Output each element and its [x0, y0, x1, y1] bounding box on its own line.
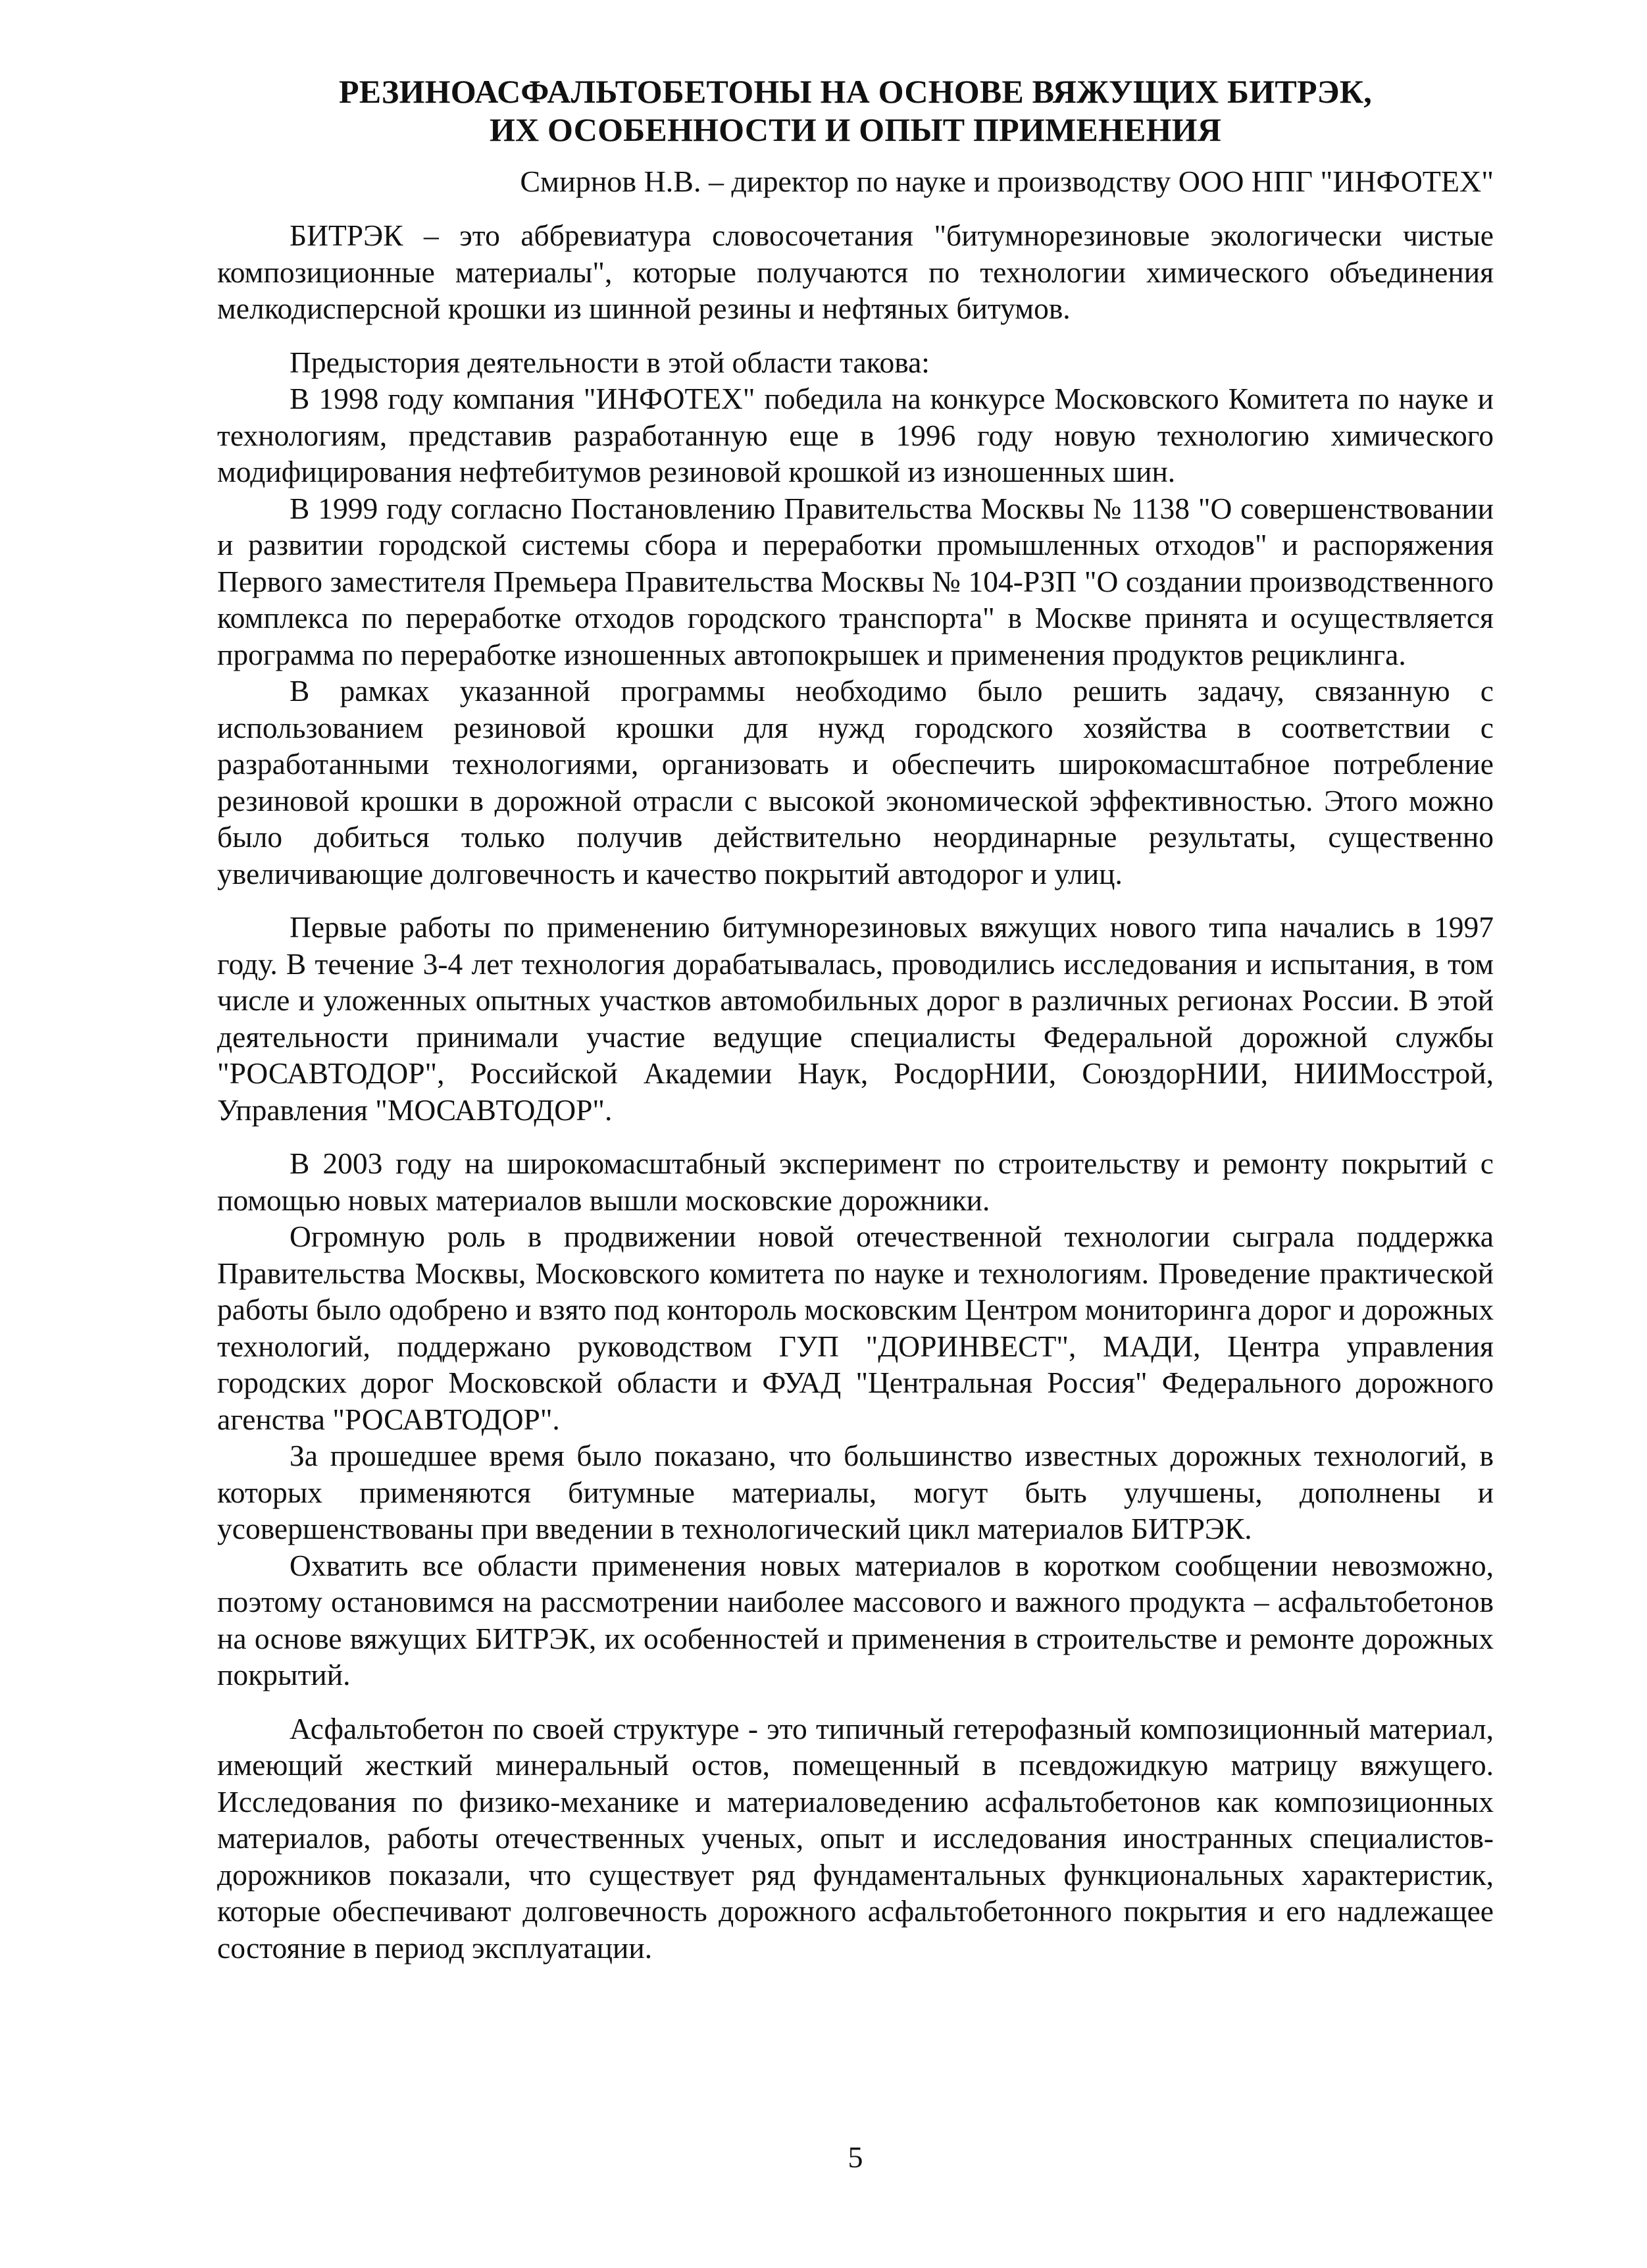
- paragraph-improvement-shown: За прошедшее время было показано, что большинство известных дорожных технологий, в которых применяются битумные материалы, могут быть улучшены, дополнены и усовершенствованы при введении в технологический цикл материалов БИТРЭК.: [217, 1439, 1494, 1545]
- paragraph-prehistory-intro: Предыстория деятельности в этой области такова:: [290, 345, 930, 379]
- paragraph-bitrek-definition: БИТРЭК – это аббревиатура словосочетания "битумнорезиновые экологически чистые композиционные материалы", которые получаются по технологии химического объединения мелкодисперсной крошки из шинной резины и нефтяных битумов.: [217, 219, 1494, 325]
- document-title: [217, 72, 1494, 149]
- paragraph-scope: Охватить все области применения новых материалов в коротком сообщении невозможно, поэтому остановимся на рассмотрении наиболее массового и важного продукта – асфальтобетонов на основе вяжущих БИТРЭК, их особенностей и применения в строительстве и ремонте дорожных покрытий.: [217, 1548, 1494, 1691]
- paragraph-2003-experiment: В 2003 году на широкомасштабный эксперимент по строительству и ремонту покрытий с помощью новых материалов вышли московские дорожники.: [217, 1147, 1494, 1217]
- page-number: 5: [848, 2140, 863, 2174]
- paragraph-program-task: В рамках указанной программы необходимо было решить задачу, связанную с использованием резиновой крошки для нужд городского хозяйства в соответствии с разработанными технологиями, организовать и обеспечить широкомасштабное потребление резиновой крошки в дорожной отрасли с высокой экономической эффективностью. Этого можно было добиться только получив действительно неординарные результаты, существенно увеличивающие долговечность и качество покрытий автодорог и улиц.: [217, 674, 1494, 890]
- author-line: Смирнов Н.В. – директор по науке и производству ООО НПГ "ИНФОТЕХ": [520, 165, 1494, 198]
- title-line-1: РЕЗИНОАСФАЛЬТОБЕТОНЫ НА ОСНОВЕ ВЯЖУЩИХ БИТРЭК,: [339, 73, 1372, 110]
- title-line-2: ИХ ОСОБЕННОСТИ И ОПЫТ ПРИМЕНЕНИЯ: [489, 111, 1222, 148]
- paragraph-first-works: Первые работы по применению битумнорезиновых вяжущих нового типа начались в 1997 году. В течение 3-4 лет технология дорабатывалась, проводились исследования и испытания, в том числе и уложенных опытных участков автомобильных дорог в различных регионах России. В этой деятельности принимали участие ведущие специалисты Федеральной дорожной службы "РОСАВТОДОР", Российской Академии Наук, РосдорНИИ, СоюздорНИИ, НИИМосстрой, Управления "МОСАВТОДОР".: [217, 910, 1494, 1127]
- paragraph-government-support: Огромную роль в продвижении новой отечественной технологии сыграла поддержка Правительства Москвы, Московского комитета по науке и технологиям. Проведение практической работы было одобрено и взято под контороль московским Центром мониторинга дорог и дорожных технологий, поддержано руководством ГУП "ДОРИНВЕСТ", МАДИ, Центра управления городских дорог Московской области и ФУАД "Центральная Россия" Федерального дорожного агенства "РОСАВТОДОР".: [217, 1220, 1494, 1436]
- document-page: [217, 72, 1494, 2218]
- paragraph-asphalt-structure: Асфальтобетон по своей структуре - это типичный гетерофазный композиционный материал, имеющий жесткий минеральный остов, помещенный в псевдожидкую матрицу вяжущего. Исследования по физико-механике и материаловедению асфальтобетонов как композиционных материалов, работы отечественных ученых, опыт и исследования иностранных специалистов-дорожников показали, что существует ряд фундаментальных функциональных характеристик, которые обеспечивают долговечность дорожного асфальтобетонного покрытия и его надлежащее состояние в период эксплуатации.: [217, 1711, 1494, 1965]
- paragraph-1999-program: В 1999 году согласно Постановлению Правительства Москвы № 1138 "О совершенствовании и развитии городской системы сбора и переработки промышленных отходов" и распоряжения Первого заместителя Премьера Правительства Москвы № 104-РЗП "О создании производственного комплекса по переработке отходов городского транспорта" в Москве принята и осуществляется программа по переработке изношенных автопокрышек и применения продуктов рециклинга.: [217, 491, 1494, 671]
- paragraph-1998-contest: В 1998 году компания "ИНФОТЕХ" победила на конкурсе Московского Комитета по науке и технологиям, представив разработанную еще в 1996 году новую технологию химического модифицирования нефтебитумов резиновой крошкой из изношенных шин.: [217, 382, 1494, 488]
